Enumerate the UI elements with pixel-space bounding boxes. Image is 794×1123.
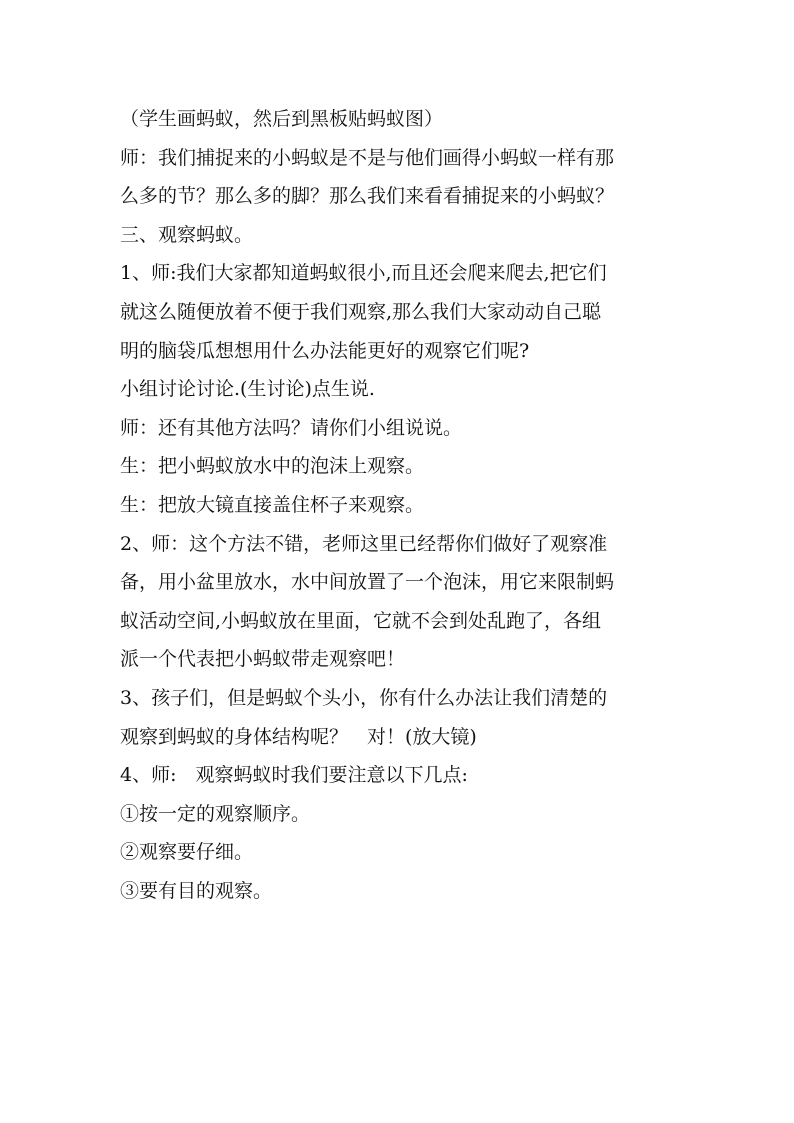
text-line-17: 观察到蚂蚁的身体结构呢？ 对！(放大镜) — [120, 725, 477, 748]
text-line-3: 么多的节？那么多的脚？那么我们来看看捕捉来的小蚂蚁？ — [120, 185, 615, 208]
text-line-18: 4、师: 观察蚂蚁时我们要注意以下几点: — [120, 764, 468, 787]
text-line-9: 师：还有其他方法吗？请你们小组说说。 — [120, 416, 463, 439]
text-line-13: 备，用小盆里放水，水中间放置了一个泡沫，用它来限制蚂 — [120, 571, 615, 594]
text-line-16: 3、孩子们，但是蚂蚁个头小，你有什么办法让我们清楚的 — [120, 686, 608, 709]
text-line-14: 蚁活动空间,小蚂蚁放在里面，它就不会到处乱跑了，各组 — [120, 609, 602, 632]
document-body — [120, 100, 680, 910]
text-line-11: 生：把放大镜直接盖住杯子来观察。 — [120, 493, 425, 516]
text-line-5: 1、师:我们大家都知道蚂蚁很小,而且还会爬来爬去,把它们 — [120, 262, 607, 285]
text-line-1: （学生画蚂蚁，然后到黑板贴蚂蚁图） — [120, 108, 444, 130]
list-item: ③要有目的观察。 — [120, 879, 273, 902]
text-line-15: 派一个代表把小蚂蚁带走观察吧！ — [120, 648, 406, 671]
list-item: ②观察要仔细。 — [120, 841, 254, 864]
text-line-7: 明的脑袋瓜想想用什么办法能更好的观察它们呢? — [120, 339, 530, 362]
text-line-10: 生：把小蚂蚁放水中的泡沫上观察。 — [120, 455, 425, 478]
text-line-2: 师：我们捕捉来的小蚂蚁是不是与他们画得小蚂蚁一样有那 — [120, 146, 615, 169]
text-line-12: 2、师：这个方法不错，老师这里已经帮你们做好了观察准 — [120, 532, 608, 555]
text-line-8: 小组讨论讨论.(生讨论)点生说. — [120, 378, 375, 401]
list-item: ①按一定的观察顺序。 — [120, 802, 311, 825]
text-line-6: 就这么随便放着不便于我们观察,那么我们大家动动自己聪 — [120, 300, 602, 323]
section-heading: 三、观察蚂蚁。 — [120, 223, 254, 246]
